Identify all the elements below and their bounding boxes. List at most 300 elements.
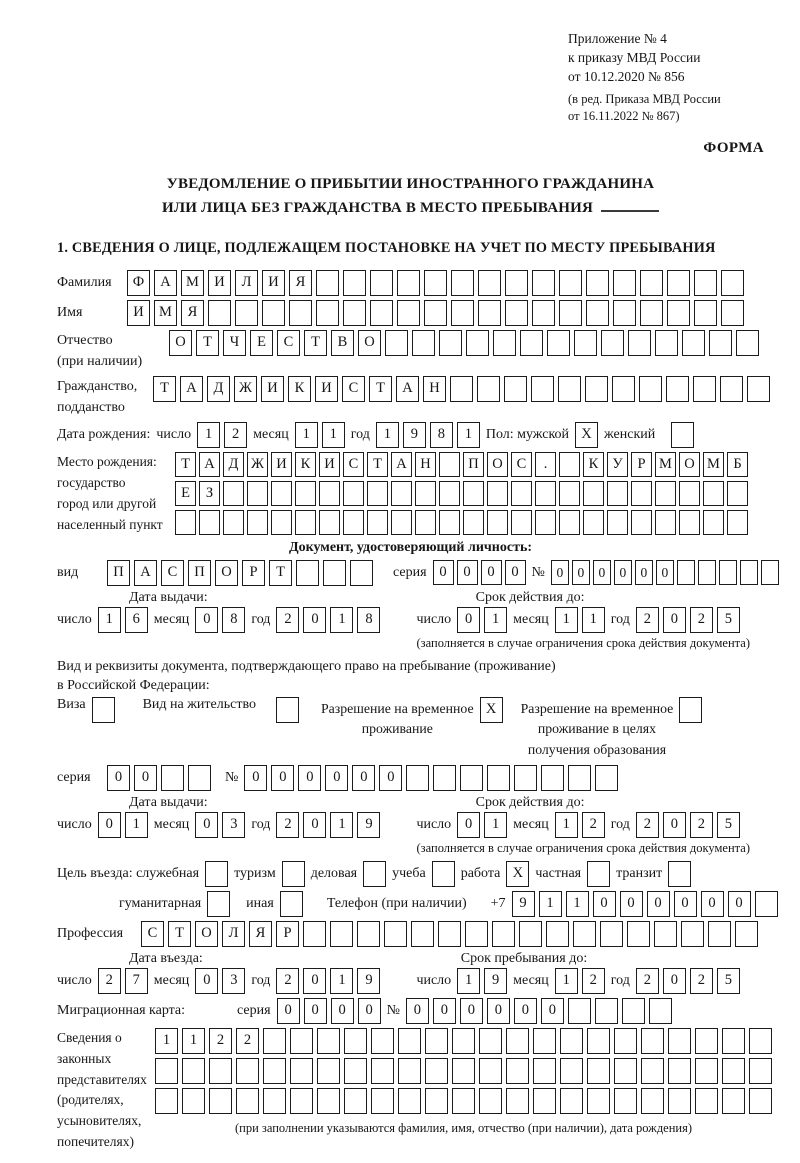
- cell-group: [98, 607, 148, 633]
- char-cell: Б: [727, 452, 748, 477]
- char-cell: Т: [269, 560, 292, 586]
- empty-cell: [677, 560, 695, 585]
- empty-cell: [727, 481, 748, 506]
- cell-group: [457, 812, 507, 838]
- field-label: №: [386, 1002, 400, 1018]
- char-cell: 0: [406, 998, 429, 1024]
- empty-cell: [612, 376, 635, 402]
- empty-cell: [161, 765, 184, 791]
- female-checkbox: [671, 422, 694, 448]
- field-label: месяц: [253, 426, 289, 442]
- field-label: Профессия: [57, 925, 124, 941]
- temp-residence-checkbox: X: [480, 697, 503, 723]
- cell-group: [175, 452, 748, 477]
- spacer: [209, 958, 455, 959]
- char-cell: У: [607, 452, 628, 477]
- field-label: серия: [237, 1002, 271, 1018]
- char-cell: 1: [457, 968, 480, 994]
- char-cell: М: [181, 270, 204, 296]
- char-cell: 0: [487, 998, 510, 1024]
- empty-cell: [519, 921, 542, 947]
- char-cell: 0: [271, 765, 294, 791]
- char-cell: К: [295, 452, 316, 477]
- field-label: год: [610, 972, 630, 988]
- char-cell: 0: [433, 560, 454, 585]
- char-cell: 1: [125, 812, 148, 838]
- empty-cell: [236, 1058, 259, 1084]
- char-cell: 2: [690, 607, 713, 633]
- char-cell: И: [261, 376, 284, 402]
- char-cell: О: [679, 452, 700, 477]
- empty-cell: [695, 1058, 718, 1084]
- empty-cell: [384, 921, 407, 947]
- empty-cell: [330, 921, 353, 947]
- empty-cell: [506, 1028, 529, 1054]
- spacer: [386, 619, 410, 620]
- char-cell: 0: [457, 812, 480, 838]
- appendix-line: к приказу МВД России: [568, 49, 701, 65]
- cell-group: [175, 481, 748, 506]
- migration-card-row: [57, 998, 764, 1024]
- residence-permit-checkbox: [276, 697, 299, 723]
- char-cell: 2: [582, 812, 605, 838]
- char-cell: 1: [330, 607, 353, 633]
- field-label-line: получения образования: [527, 741, 667, 757]
- empty-cell: [487, 481, 508, 506]
- spacer: [191, 1010, 231, 1011]
- empty-cell: [607, 510, 628, 535]
- char-cell: 0: [457, 607, 480, 633]
- cell-group: [155, 1088, 772, 1114]
- amendment-note: [568, 91, 764, 125]
- empty-cell: [535, 510, 556, 535]
- spacer: [121, 697, 137, 698]
- field-label: гуманитарная: [119, 895, 202, 911]
- char-cell: 0: [701, 891, 724, 917]
- empty-cell: [385, 330, 408, 356]
- char-cell: Я: [249, 921, 272, 947]
- form-title-line-1: УВЕДОМЛЕНИЕ О ПРИБЫТИИ ИНОСТРАННОГО ГРАЖДАНИНА: [166, 176, 655, 193]
- empty-cell: [601, 330, 624, 356]
- empty-cell: [371, 1028, 394, 1054]
- field-label: число: [57, 816, 92, 832]
- field-label: месяц: [153, 816, 190, 832]
- field-label: месяц: [513, 972, 549, 988]
- spacer: [386, 824, 410, 825]
- field-label: работа: [460, 865, 501, 881]
- cell-group: [98, 812, 148, 838]
- empty-cell: [433, 765, 456, 791]
- empty-cell: [504, 376, 527, 402]
- empty-cell: [679, 510, 700, 535]
- char-cell: 0: [98, 812, 121, 838]
- legal-reps-block-cells: [155, 1028, 772, 1136]
- field-label: месяц: [513, 611, 549, 627]
- char-cell: 0: [325, 765, 348, 791]
- char-cell: О: [487, 452, 508, 477]
- empty-cell: [263, 1088, 286, 1114]
- empty-cell: [736, 330, 759, 356]
- cell-group: [295, 422, 345, 448]
- empty-cell: [703, 481, 724, 506]
- char-cell: Т: [175, 452, 196, 477]
- char-cell: 1: [197, 422, 220, 448]
- char-cell: 8: [357, 607, 380, 633]
- empty-cell: [477, 376, 500, 402]
- empty-cell: [439, 452, 460, 477]
- empty-cell: [478, 270, 501, 296]
- empty-cell: [587, 1028, 610, 1054]
- empty-cell: [749, 1058, 772, 1084]
- char-cell: П: [107, 560, 130, 586]
- spacer: [473, 903, 485, 904]
- char-cell: 1: [555, 812, 578, 838]
- char-cell: К: [583, 452, 604, 477]
- empty-cell: [451, 270, 474, 296]
- field-label: год: [610, 816, 630, 832]
- empty-cell: [452, 1028, 475, 1054]
- char-cell: Р: [242, 560, 265, 586]
- empty-cell: [319, 481, 340, 506]
- field-label: месяц: [153, 972, 190, 988]
- empty-cell: [595, 765, 618, 791]
- empty-cell: [679, 481, 700, 506]
- empty-cell: [452, 1058, 475, 1084]
- empty-cell: [655, 330, 678, 356]
- cell-group: [169, 330, 759, 356]
- char-cell: А: [134, 560, 157, 586]
- field-label: год: [350, 426, 370, 442]
- field-label-stack: [521, 697, 674, 761]
- profession-row: [57, 921, 764, 947]
- char-cell: И: [319, 452, 340, 477]
- empty-cell: [452, 1088, 475, 1114]
- empty-cell: [371, 1058, 394, 1084]
- char-cell: 0: [303, 812, 326, 838]
- char-cell: Р: [631, 452, 652, 477]
- empty-cell: [479, 1058, 502, 1084]
- empty-cell: [721, 300, 744, 326]
- char-cell: А: [396, 376, 419, 402]
- empty-cell: [532, 270, 555, 296]
- char-cell: 0: [663, 812, 686, 838]
- char-cell: Т: [304, 330, 327, 356]
- empty-cell: [406, 765, 429, 791]
- entry-purpose-row-2: [57, 891, 764, 917]
- empty-cell: [559, 452, 580, 477]
- field-label-line: (родителях,: [57, 1092, 124, 1108]
- purpose-tourism-checkbox: [282, 861, 305, 887]
- empty-cell: [439, 330, 462, 356]
- cell-group: [127, 270, 744, 296]
- empty-cell: [560, 1088, 583, 1114]
- empty-cell: [371, 1088, 394, 1114]
- cell-group: [457, 607, 507, 633]
- char-cell: 0: [457, 560, 478, 585]
- empty-cell: [641, 1088, 664, 1114]
- empty-cell: [655, 481, 676, 506]
- spacer: [386, 980, 410, 981]
- empty-cell: [271, 510, 292, 535]
- empty-cell: [535, 481, 556, 506]
- char-cell: 2: [636, 812, 659, 838]
- cell-group: [107, 765, 211, 791]
- purpose-private-checkbox: [587, 861, 610, 887]
- field-label: туризм: [234, 865, 276, 881]
- empty-cell: [247, 510, 268, 535]
- field-label: частная: [535, 865, 582, 881]
- char-cell: 0: [195, 607, 218, 633]
- empty-cell: [655, 510, 676, 535]
- char-cell: Д: [223, 452, 244, 477]
- char-cell: Т: [153, 376, 176, 402]
- empty-cell: [344, 1088, 367, 1114]
- char-cell: 9: [484, 968, 507, 994]
- field-label: иная: [246, 895, 274, 911]
- empty-cell: [357, 921, 380, 947]
- empty-cell: [720, 376, 743, 402]
- empty-cell: [568, 998, 591, 1024]
- char-cell: 0: [379, 765, 402, 791]
- empty-cell: [463, 481, 484, 506]
- empty-cell: [316, 300, 339, 326]
- field-label-line: Место рождения:: [57, 453, 157, 469]
- empty-cell: [505, 300, 528, 326]
- purpose-business-checkbox: [363, 861, 386, 887]
- empty-cell: [439, 481, 460, 506]
- empty-cell: [235, 300, 258, 326]
- empty-cell: [398, 1028, 421, 1054]
- char-cell: Т: [369, 376, 392, 402]
- char-cell: 0: [614, 560, 632, 585]
- empty-cell: [367, 481, 388, 506]
- char-cell: 0: [728, 891, 751, 917]
- char-cell: И: [315, 376, 338, 402]
- empty-cell: [425, 1058, 448, 1084]
- empty-cell: [236, 1088, 259, 1114]
- residence-doc-text: Вид и реквизиты документа, подтверждающего право на пребывание (проживание): [57, 658, 556, 674]
- char-cell: Т: [367, 452, 388, 477]
- char-cell: 2: [636, 968, 659, 994]
- cell-group: [244, 765, 618, 791]
- empty-cell: [722, 1028, 745, 1054]
- residence-dates-header: [57, 795, 764, 811]
- empty-cell: [727, 510, 748, 535]
- char-cell: 2: [276, 968, 299, 994]
- empty-cell: [667, 300, 690, 326]
- empty-cell: [415, 481, 436, 506]
- empty-cell: [595, 998, 618, 1024]
- field-label: число: [416, 816, 452, 832]
- empty-cell: [487, 510, 508, 535]
- field-label: [57, 330, 163, 372]
- char-cell: 1: [555, 607, 578, 633]
- empty-cell: [425, 1088, 448, 1114]
- field-label: Фамилия: [57, 274, 112, 290]
- cell-group: [195, 607, 245, 633]
- birthplace-block-cells: [175, 452, 748, 535]
- char-cell: 0: [541, 998, 564, 1024]
- char-cell: Т: [168, 921, 191, 947]
- char-cell: Л: [222, 921, 245, 947]
- empty-cell: [558, 376, 581, 402]
- char-cell: А: [199, 452, 220, 477]
- field-label: число: [416, 972, 452, 988]
- empty-cell: [586, 270, 609, 296]
- char-cell: 0: [481, 560, 502, 585]
- empty-cell: [511, 481, 532, 506]
- cell-group: [636, 968, 740, 994]
- field-label-line: Разрешение на временное: [320, 700, 474, 716]
- limitation-note-1: (заполняется в случае ограничения срока действия документа): [416, 635, 750, 650]
- field-label-line: город или другой: [57, 495, 157, 511]
- char-cell: 5: [717, 607, 740, 633]
- empty-cell: [344, 1058, 367, 1084]
- char-cell: З: [199, 481, 220, 506]
- field-label: год: [251, 972, 271, 988]
- cell-group: [107, 560, 373, 586]
- empty-cell: [505, 270, 528, 296]
- empty-cell: [735, 921, 758, 947]
- char-cell: 1: [98, 607, 121, 633]
- empty-cell: [290, 1028, 313, 1054]
- cell-group: [141, 921, 758, 947]
- empty-cell: [694, 300, 717, 326]
- empty-cell: [463, 510, 484, 535]
- empty-cell: [740, 560, 758, 585]
- empty-cell: [344, 1028, 367, 1054]
- char-cell: 1: [457, 422, 480, 448]
- empty-cell: [533, 1028, 556, 1054]
- char-cell: 0: [656, 560, 674, 585]
- empty-cell: [415, 510, 436, 535]
- field-label: год: [610, 611, 630, 627]
- cell-group: [457, 968, 507, 994]
- cell-group: [555, 968, 605, 994]
- spacer: [661, 434, 665, 435]
- empty-cell: [695, 1088, 718, 1114]
- empty-cell: [747, 376, 770, 402]
- cell-group: [636, 812, 740, 838]
- field-label: Пол: мужской: [485, 426, 570, 442]
- cell-group: [195, 812, 245, 838]
- empty-cell: [708, 921, 731, 947]
- temp-residence-education-checkbox: [679, 697, 702, 723]
- field-label: Миграционная карта:: [57, 1002, 186, 1018]
- empty-cell: [412, 330, 435, 356]
- cell-group: [276, 812, 380, 838]
- char-cell: 2: [209, 1028, 232, 1054]
- empty-cell: [721, 270, 744, 296]
- amendment-line: от 16.11.2022 № 867): [568, 108, 680, 123]
- field-label: Цель въезда: служебная: [57, 865, 200, 881]
- empty-cell: [343, 481, 364, 506]
- char-cell: 2: [276, 607, 299, 633]
- empty-cell: [479, 1088, 502, 1114]
- char-cell: 9: [357, 812, 380, 838]
- empty-cell: [640, 300, 663, 326]
- field-label-line: подданство: [57, 399, 125, 415]
- char-cell: Ч: [223, 330, 246, 356]
- char-cell: 1: [582, 607, 605, 633]
- birthdate-sex-row: [57, 422, 764, 448]
- empty-cell: [303, 921, 326, 947]
- empty-cell: [343, 300, 366, 326]
- empty-cell: [631, 510, 652, 535]
- cell-group: [276, 968, 380, 994]
- cell-group: [376, 422, 480, 448]
- empty-cell: [607, 481, 628, 506]
- residence-dates-row: [57, 812, 764, 838]
- entry-purpose-row: [57, 861, 764, 887]
- char-cell: 0: [433, 998, 456, 1024]
- empty-cell: [514, 765, 537, 791]
- char-cell: 9: [403, 422, 426, 448]
- char-cell: 3: [222, 968, 245, 994]
- char-cell: .: [535, 452, 556, 477]
- char-cell: 6: [125, 607, 148, 633]
- field-label-line: населенный пункт: [57, 516, 163, 532]
- empty-cell: [316, 270, 339, 296]
- field-label-line: Отчество: [57, 332, 113, 348]
- empty-cell: [698, 560, 716, 585]
- char-cell: 0: [107, 765, 130, 791]
- char-cell: 0: [195, 968, 218, 994]
- char-cell: М: [655, 452, 676, 477]
- field-label-line: попечителях): [57, 1134, 134, 1150]
- field-label: Виза: [57, 696, 86, 712]
- cell-group: [98, 968, 148, 994]
- empty-cell: [719, 560, 737, 585]
- cell-group: [555, 812, 605, 838]
- char-cell: О: [195, 921, 218, 947]
- char-cell: 2: [224, 422, 247, 448]
- char-cell: 5: [717, 968, 740, 994]
- empty-cell: [761, 560, 779, 585]
- empty-cell: [640, 270, 663, 296]
- char-cell: 0: [674, 891, 697, 917]
- field-label: №: [225, 769, 239, 785]
- char-cell: 0: [352, 765, 375, 791]
- empty-cell: [209, 1088, 232, 1114]
- empty-cell: [541, 765, 564, 791]
- field-label-line: (при наличии): [57, 353, 143, 369]
- empty-cell: [450, 376, 473, 402]
- empty-cell: [668, 1088, 691, 1114]
- spacer: [57, 958, 123, 959]
- empty-cell: [492, 921, 515, 947]
- empty-cell: [667, 270, 690, 296]
- entry-dates-header: [57, 951, 764, 967]
- empty-cell: [709, 330, 732, 356]
- empty-cell: [199, 510, 220, 535]
- spacer: [262, 697, 270, 698]
- empty-cell: [573, 921, 596, 947]
- empty-cell: [247, 481, 268, 506]
- char-cell: Л: [235, 270, 258, 296]
- empty-cell: [438, 921, 461, 947]
- amendment-line: (в ред. Приказа МВД России: [568, 91, 721, 106]
- field-label: Срок пребывания до:: [460, 950, 588, 966]
- empty-cell: [587, 1088, 610, 1114]
- empty-cell: [424, 270, 447, 296]
- empty-cell: [398, 1058, 421, 1084]
- empty-cell: [350, 560, 373, 586]
- empty-cell: [533, 1088, 556, 1114]
- empty-cell: [600, 921, 623, 947]
- field-label-line: Сведения о: [57, 1029, 122, 1045]
- field-label: вид: [57, 564, 79, 580]
